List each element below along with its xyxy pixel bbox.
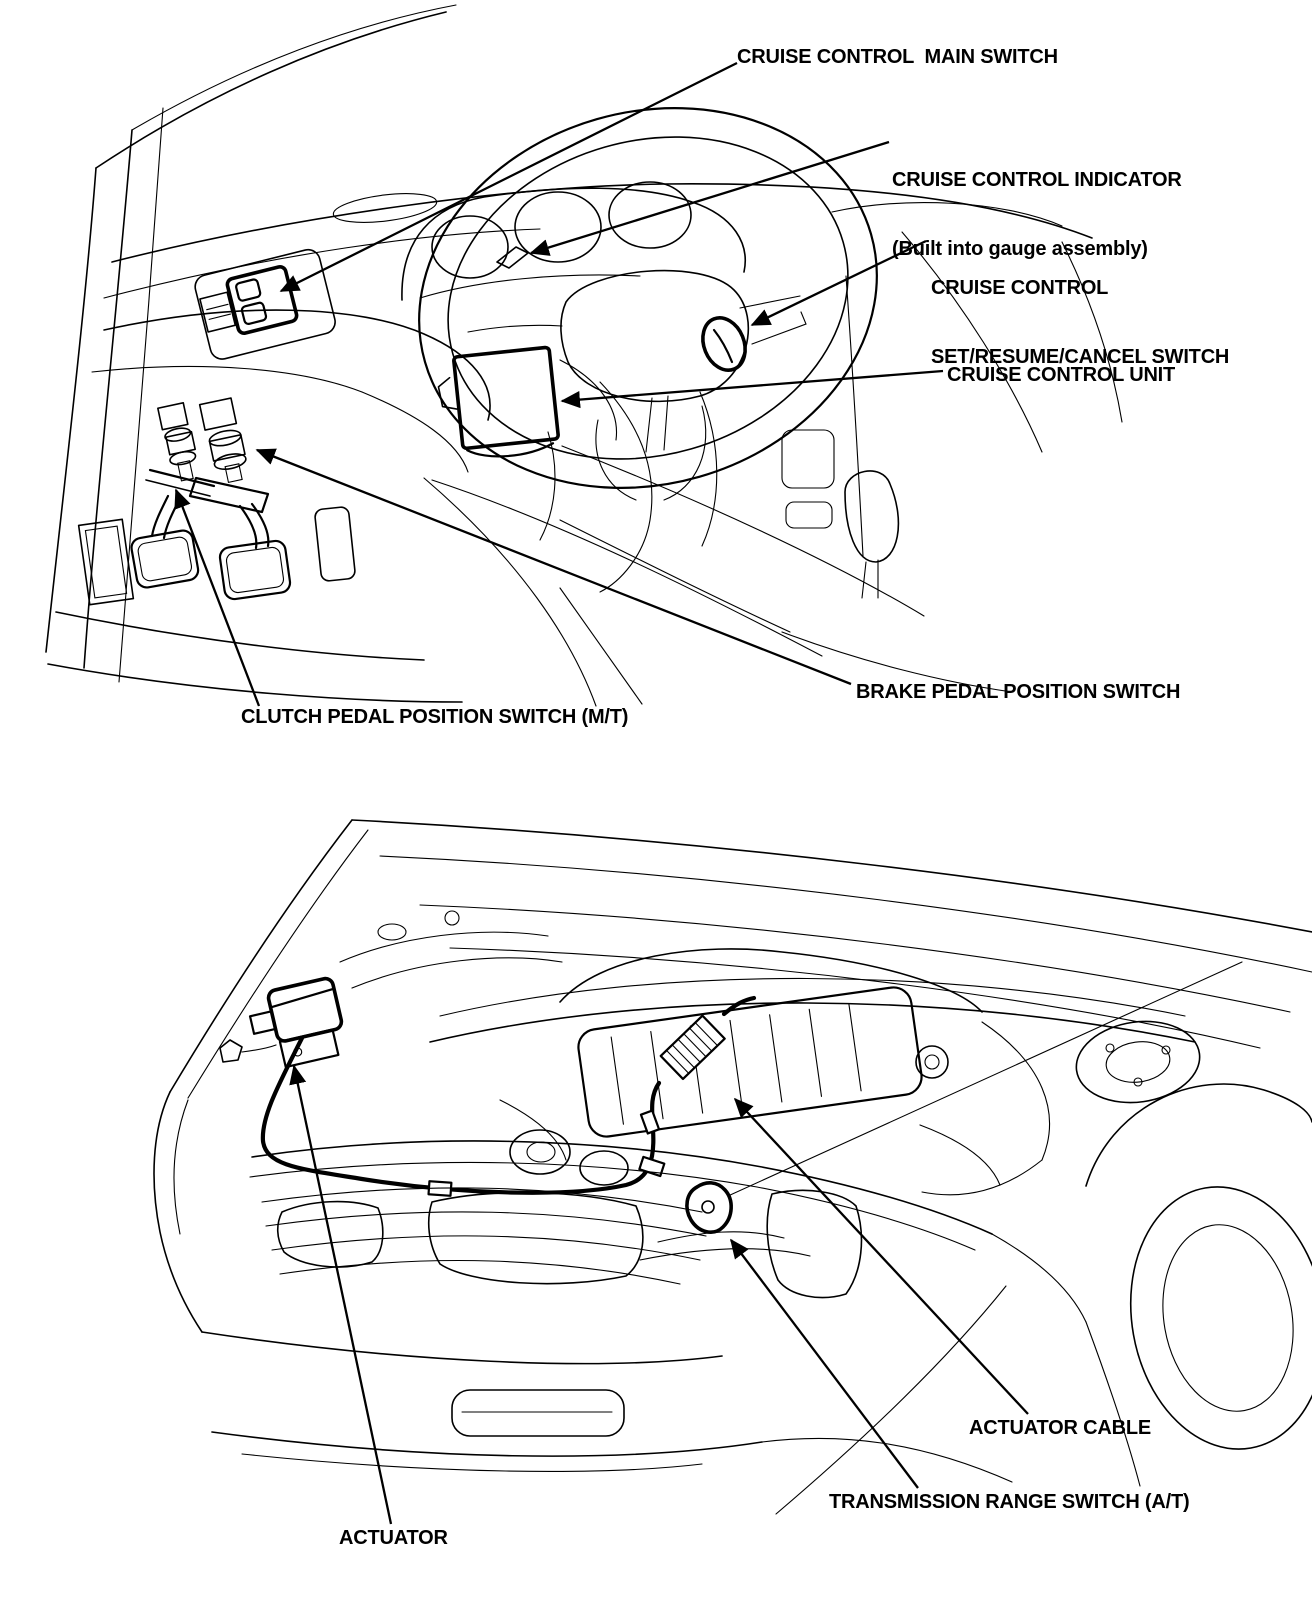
engine — [340, 911, 1242, 1206]
front-bumper — [154, 1092, 1012, 1514]
leader-cruise-unit — [562, 371, 943, 401]
set-resume-cancel-switch-part — [695, 311, 752, 376]
leader-indicator — [531, 142, 889, 253]
label-cruise-control-indicator-line1: CRUISE CONTROL INDICATOR — [892, 169, 1182, 191]
leader-main-switch — [281, 63, 737, 291]
label-cruise-control-main-switch: CRUISE CONTROL MAIN SWITCH — [737, 46, 1058, 68]
leader-actuator — [294, 1066, 391, 1524]
label-cruise-control-indicator-line2: (Built into gauge assembly) — [892, 238, 1148, 260]
engine-bay-drawing — [154, 820, 1312, 1514]
label-actuator-cable: ACTUATOR CABLE — [969, 1417, 1152, 1439]
label-set-resume-cancel-switch — [931, 231, 1229, 415]
hood — [170, 820, 1312, 1098]
label-brake-pedal-position-switch: BRAKE PEDAL POSITION SWITCH — [856, 681, 1181, 703]
label-set-resume-cancel-line2: SET/RESUME/CANCEL SWITCH — [931, 346, 1230, 368]
label-actuator: ACTUATOR — [339, 1527, 448, 1549]
label-clutch-pedal-position-switch: CLUTCH PEDAL POSITION SWITCH (M/T) — [241, 706, 629, 728]
cruise-control-indicator-mark — [497, 247, 528, 268]
actuator-part — [220, 977, 343, 1067]
leader-transmission-range-switch — [731, 1240, 918, 1488]
cruise-control-unit-part — [436, 347, 617, 462]
transmission-range-switch-part — [640, 1183, 810, 1260]
pedal-assembly — [79, 398, 356, 605]
label-set-resume-cancel-line1: CRUISE CONTROL — [931, 277, 1109, 299]
cable-coil — [661, 1016, 725, 1079]
steering-wheel — [374, 55, 923, 540]
leader-brake-switch — [257, 450, 851, 684]
cruise-control-main-switch-part — [193, 247, 338, 361]
leader-actuator-cable — [735, 1099, 1028, 1414]
label-transmission-range-switch: TRANSMISSION RANGE SWITCH (A/T) — [829, 1491, 1190, 1513]
label-cruise-control-unit: CRUISE CONTROL UNIT — [947, 364, 1176, 386]
